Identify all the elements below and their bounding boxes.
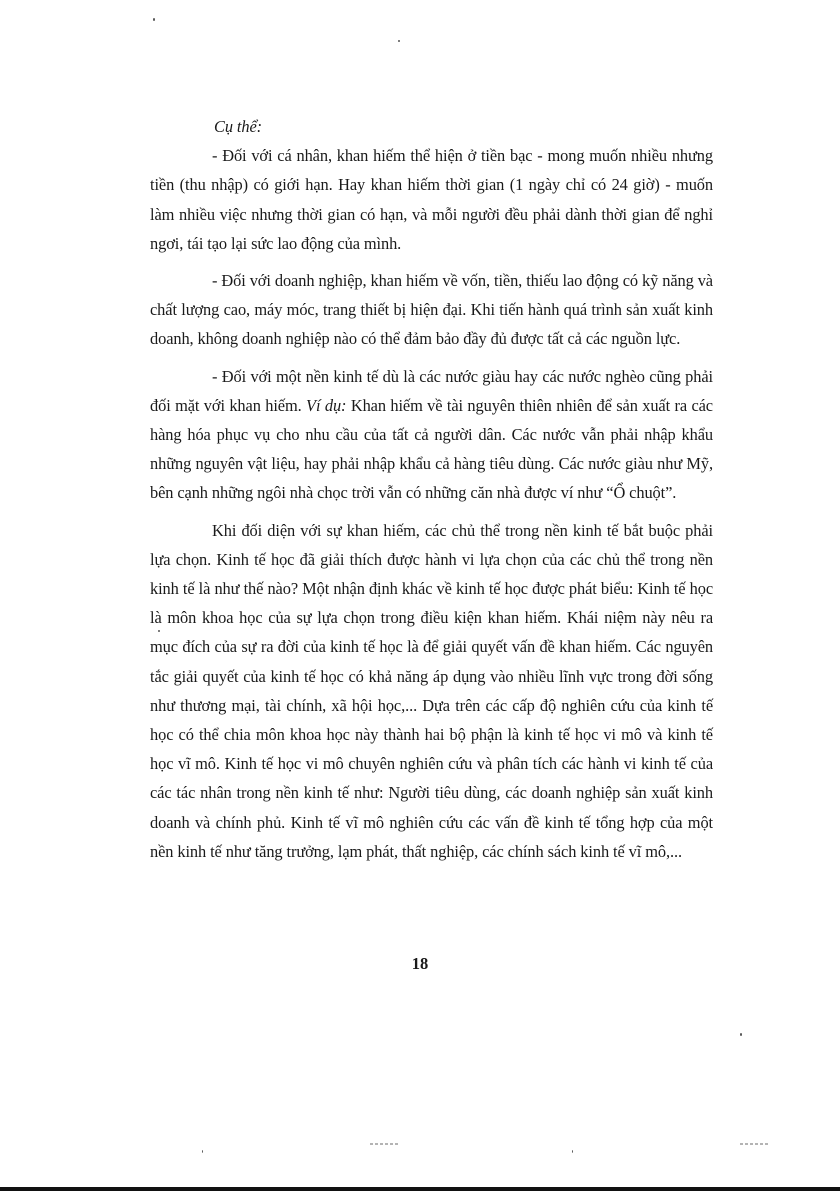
scan-speck — [202, 1150, 203, 1153]
section-heading: Cụ thể: — [214, 117, 263, 136]
scan-speck — [153, 18, 155, 21]
paragraph-economics-definition: Khi đối diện với sự khan hiếm, các chủ thể trong nền kinh tế bắt buộc phải lựa chọn. Kinh tế học đã giải thích được hành vi lựa chọn của các chủ thể trong nền kinh tế là như thế nào? Một nhận định khác về kinh tế học được phát biểu: Kinh tế học là môn khoa học của sự lựa chọn trong điều kiện khan hiếm. Khái niệm này nêu ra mục đích của sự ra đời của kinh tế học là để giải quyết vấn đề khan hiếm. Các nguyên tắc giải quyết của kinh tế học có khả năng áp dụng vào nhiều lĩnh vực trong đời sống như thương mại, tài chính, xã hội học,... Dựa trên các cấp độ nghiên cứu của kinh tế học có thể chia môn khoa học này thành hai bộ phận là kinh tế học vi mô và kinh tế học vĩ mô. Kinh tế học vi mô chuyên nghiên cứu và phân tích các hành vi kinh tế của các tác nhân trong nền kinh tế như: Người tiêu dùng, các doanh nghiệp sản xuất kinh doanh và chính phủ. Kinh tế vĩ mô nghiên cứu các vấn đề kinh tế tổng hợp của một nền kinh tế như tăng trưởng, lạm phát, thất nghiệp, các chính sách kinh tế vĩ mô,... — [150, 520, 713, 861]
paragraph-individual: - Đối với cá nhân, khan hiếm thể hiện ở tiền bạc - mong muốn nhiều nhưng tiền (thu nhập) có giới hạn. Hay khan hiếm thời gian (1 ngày chỉ có 24 giờ) - muốn làm nhiều việc nhưng thời gian có hạn, và mỗi người đều phải dành thời gian để nghỉ ngơi, tái tạo lại sức lao động của mình. — [150, 146, 713, 253]
paragraph-economy-lead: - Đối với một nền kinh tế dù là các nước giàu hay các nước nghèo cũng phải đối mặt với khan hiếm. — [150, 366, 713, 415]
scan-mark — [370, 1143, 398, 1145]
scan-speck — [158, 630, 160, 632]
paragraph-enterprise: - Đối với doanh nghiệp, khan hiếm về vốn, tiền, thiếu lao động có kỹ năng và chất lượng cao, máy móc, trang thiết bị hiện đại. Khi tiến hành quá trình sản xuất kinh doanh, không doanh nghiệp nào có thể đảm bảo đầy đủ được tất cả các nguồn lực. — [150, 271, 713, 349]
example-label: Ví dụ: — [306, 395, 347, 415]
scan-speck — [398, 40, 400, 42]
scan-speck — [572, 1150, 573, 1153]
page-number: 18 — [411, 954, 429, 973]
scan-speck — [740, 1033, 742, 1036]
scan-bottom-edge — [0, 1187, 840, 1191]
body-text — [150, 112, 713, 874]
scan-mark — [740, 1143, 768, 1145]
paragraph-economy-rest: Khan hiếm về tài nguyên thiên nhiên để sản xuất ra các hàng hóa phục vụ cho nhu cầu của tất cả người dân. Các nước vẫn phải nhập khẩu những nguyên vật liệu, hay phải nhập khẩu cả hàng tiêu dùng. Các nước giàu như Mỹ, bên cạnh những ngôi nhà chọc trời vẫn có những căn nhà được ví như “Ổ chuột”. — [150, 395, 713, 503]
paragraph-economy — [150, 362, 713, 508]
